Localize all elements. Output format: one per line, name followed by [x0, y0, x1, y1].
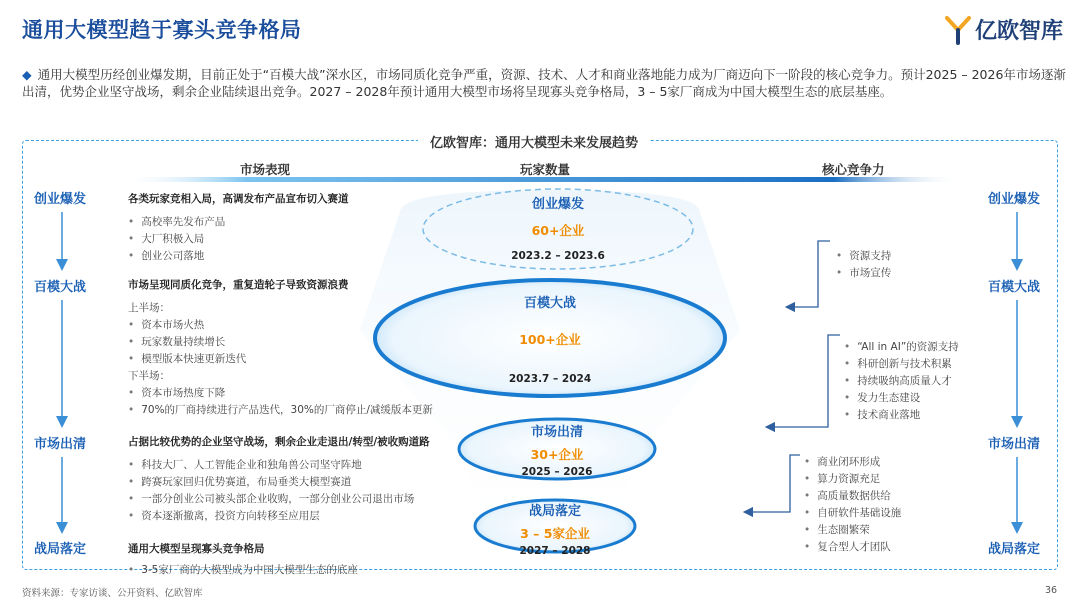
market-section-3-list	[128, 457, 414, 525]
market-section-4-head: 通用大模型呈现寡头竞争格局	[128, 543, 265, 555]
list-item: • “All in AI”的资源支持	[844, 341, 959, 353]
competence-list-2	[844, 339, 959, 424]
funnel-stage-4-date: 2027 – 2028	[519, 545, 591, 557]
sub-heading: 上半场：	[128, 302, 170, 314]
left-stage-market-clearing: 市场出清	[34, 437, 87, 452]
list-item: • 一部分创业公司被头部企业收购，一部分创业公司退出市场	[128, 493, 415, 505]
market-section-1-head: 各类玩家竞相入局，高调发布产品宣布切入赛道	[128, 193, 349, 205]
list-item: • 资本市场火热	[128, 319, 205, 331]
competence-list-3	[804, 454, 901, 556]
list-item: • 跨赛玩家回归优势赛道，布局垂类大模型赛道	[128, 476, 352, 488]
connector-1	[790, 241, 830, 307]
source-note: 资料来源：专家访谈、公开资料、亿欧智库	[22, 588, 203, 599]
market-section-1-list	[128, 214, 225, 265]
list-item: • 发力生态建设	[844, 392, 921, 404]
funnel-stage-3-count: 30+企业	[530, 447, 584, 462]
list-item: • 市场宣传	[836, 267, 892, 279]
column-header-competence: 核心竞争力	[822, 162, 885, 177]
right-stage-startup-boom: 创业爆发	[988, 192, 1041, 207]
list-item: • 创业公司落地	[128, 250, 205, 262]
funnel-stage-3-label: 市场出清	[530, 425, 583, 440]
list-item: • 自研软件基础设施	[804, 507, 902, 519]
right-stage-settled: 战局落定	[988, 542, 1041, 557]
diagram-title: 亿欧智库：通用大模型未来发展趋势	[418, 132, 650, 151]
funnel-stage-2-label: 百模大战	[523, 296, 576, 311]
left-stage-hundred-models: 百模大战	[34, 280, 87, 295]
list-item: • 大厂积极入局	[128, 233, 205, 245]
list-item: • 算力资源充足	[804, 473, 881, 485]
list-item: • 持续吸纳高质量人才	[844, 375, 952, 387]
competence-list-1	[836, 248, 891, 282]
list-item: • 3-5家厂商的大模型成为中国大模型生态的底座	[128, 564, 358, 576]
sub-heading: 下半场：	[128, 370, 170, 382]
logo-text: 亿欧智库	[975, 19, 1064, 44]
market-section-4-list	[128, 562, 358, 579]
funnel-stage-2-date: 2023.7 – 2024	[508, 373, 592, 385]
right-stage-market-clearing: 市场出清	[988, 437, 1041, 452]
list-item: • 玩家数量持续增长	[128, 336, 226, 348]
funnel-stage-3-date: 2025 – 2026	[521, 466, 593, 478]
list-item: • 资源支持	[836, 250, 892, 262]
list-item: • 商业闭环形成	[804, 456, 881, 468]
list-item: • 高质量数据供给	[804, 490, 891, 502]
list-item: • 资本市场热度下降	[128, 387, 226, 399]
right-stage-hundred-models: 百模大战	[988, 280, 1041, 295]
market-section-3-head: 占据比较优势的企业坚守战场，剩余企业走退出/转型/被收购道路	[128, 436, 430, 448]
list-item: • 复合型人才团队	[804, 541, 891, 553]
page-number: 36	[1045, 585, 1058, 596]
left-stage-startup-boom: 创业爆发	[34, 192, 87, 207]
market-section-2-head: 市场呈现同质化竞争，重复造轮子导致资源浪费	[128, 279, 349, 291]
column-header-market: 市场表现	[240, 162, 291, 177]
page-title: 通用大模型趋于寡头竞争格局	[22, 18, 302, 42]
list-item: • 高校率先发布产品	[128, 216, 226, 228]
market-section-2-list	[128, 300, 433, 419]
diamond-bullet-icon: ◆	[22, 67, 32, 82]
list-item: • 技术商业落地	[844, 409, 921, 421]
list-item: • 科研创新与技术积累	[844, 358, 952, 370]
funnel-stage-4-label: 战局落定	[528, 504, 581, 519]
connector-2	[770, 335, 840, 427]
funnel-stage-1-date: 2023.2 – 2023.6	[511, 250, 605, 262]
funnel-stage-1-label: 创业爆发	[531, 197, 584, 212]
funnel-stage-4-count: 3 – 5家企业	[520, 526, 590, 541]
list-item: • 模型版本快速更新迭代	[128, 353, 247, 365]
funnel-stage-1-count: 60+企业	[531, 223, 585, 238]
left-stage-settled: 战局落定	[34, 542, 87, 557]
list-item: • 生态圈繁荣	[804, 524, 870, 536]
column-header-players: 玩家数量	[520, 162, 571, 177]
intro-text: 通用大模型历经创业爆发期，目前正处于“百模大战”深水区，市场同质化竞争严重，资源、技术、人才和商业落地能力成为厂商迈向下一阶段的核心竞争力。预计2025 – 2026年市场逐渐出清，优势企业坚守战场，剩余企业陆续退出竞争。2027 – 2028年预计通用大模型市场将呈现寡头竞争格局，3 – 5家厂商成为中国大模型生态的底层基座。	[22, 67, 1066, 99]
funnel-stage-2-count: 100+企业	[519, 332, 581, 347]
list-item: • 70%的厂商持续进行产品迭代，30%的厂商停止/减缓版本更新	[128, 404, 433, 416]
connector-3	[748, 455, 800, 512]
list-item: • 资本逐渐撤离，投资方向转移至应用层	[128, 510, 320, 522]
list-item: • 科技大厂、人工智能企业和独角兽公司坚守阵地	[128, 459, 362, 471]
